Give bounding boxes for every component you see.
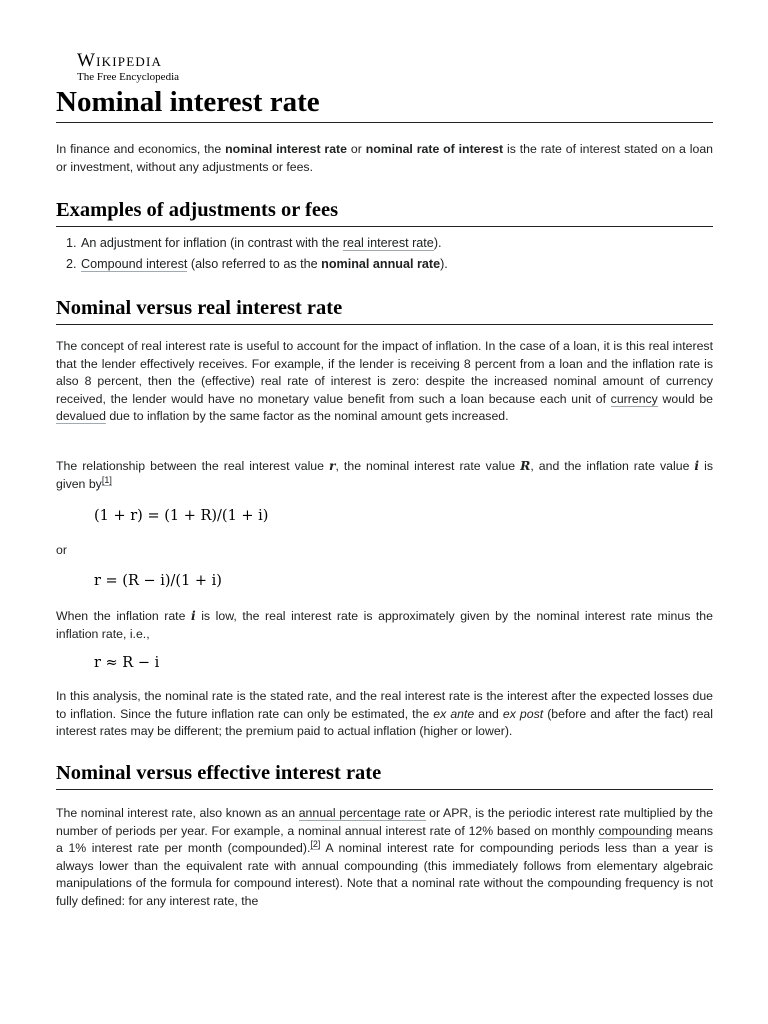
real-paragraph-4 xyxy=(56,688,713,741)
list-text: (also referred to as the xyxy=(187,256,322,271)
list-item xyxy=(80,254,713,275)
real-paragraph-1 xyxy=(56,338,713,426)
list-bold: nominal annual rate xyxy=(321,256,441,271)
reference-1[interactable]: [1] xyxy=(101,474,112,485)
link-real-interest-rate[interactable]: real interest rate xyxy=(342,236,434,250)
math-var-i: i xyxy=(694,458,700,473)
page-title: Nominal interest rate xyxy=(56,84,713,123)
math-var-r: r xyxy=(329,458,336,473)
examples-list xyxy=(56,233,713,274)
text: The nominal interest rate, also known as an xyxy=(56,806,299,820)
or-text: or xyxy=(56,543,67,557)
text: due to inflation by the same factor as the nominal amount gets increased. xyxy=(105,409,509,424)
text: The relationship between the real interest value xyxy=(56,459,330,473)
logo-tagline: The Free Encyclopedia xyxy=(77,71,180,83)
link-currency[interactable]: currency xyxy=(610,391,658,406)
effective-paragraph-1 xyxy=(56,805,713,911)
section-heading-real: Nominal versus real interest rate xyxy=(56,295,713,325)
wikipedia-logo[interactable] xyxy=(77,50,179,84)
list-text: ). xyxy=(433,236,442,250)
intro-text-2: or xyxy=(347,142,366,156)
text: A nominal interest rate for compounding periods less than a year is always lower than the equivalent rate with annual compounding (this immediately follows from elementary algebraic manipulations of the formula for compound interest). Note that a nominal rate without the compounding frequency is not fully defined: for any interest rate, the xyxy=(56,841,713,908)
section-nominal-vs-real xyxy=(56,295,713,325)
text: means a 1% interest rate per month (compounded). xyxy=(56,823,713,856)
text: , the nominal interest rate value xyxy=(335,459,521,473)
text: (before and after the fact) real interest rates may be different; the premium paid to actual inflation (higher or lower). xyxy=(56,706,713,739)
equation-3: r ≈ R − i xyxy=(94,655,160,671)
section-examples xyxy=(56,197,713,274)
text: and xyxy=(474,706,503,721)
text: or APR, is the periodic interest rate multiplied by the number of periods per year. For example, a nominal annual interest rate of 12% based on monthly xyxy=(56,806,714,838)
text: is low, the real interest rate is approximately given by the nominal interest rate minus the inflation rate, i.e., xyxy=(56,609,713,641)
text: is given by xyxy=(56,459,713,491)
equation-1: (1 + r) = (1 + R)/(1 + i) xyxy=(94,508,269,524)
section-heading-examples: Examples of adjustments or fees xyxy=(56,197,713,227)
real-paragraph-3 xyxy=(56,607,713,643)
section-heading-effective: Nominal versus effective interest rate xyxy=(56,760,713,790)
link-compounding[interactable]: compounding xyxy=(598,823,673,838)
section-nominal-vs-effective xyxy=(56,760,713,790)
text: When the inflation rate xyxy=(56,609,191,623)
math-var-R: R xyxy=(520,458,531,473)
italic-ex-ante: ex ante xyxy=(433,706,475,721)
link-annual-percentage-rate[interactable]: annual percentage rate xyxy=(298,806,426,820)
text: In this analysis, the nominal rate is the stated rate, and the real interest rate is the interest after the expected losses due to inflation. Since the future inflation rate can only be estimated, the xyxy=(56,689,713,721)
link-devalued[interactable]: devalued xyxy=(56,409,106,424)
equation-2: r = (R − i)/(1 + i) xyxy=(94,573,222,589)
text: The concept of real interest rate is useful to account for the impact of inflation. In the case of a loan, it is this real interest that the lender effectively receives. For example, if the lender is receiving 8 percent from a loan and the inflation rate is also 8 percent, then the (effective) real rate of interest is zero: despite the increased nominal amount of currency received, the lender would have no monetary value benefit from such a loan because each unit of xyxy=(56,339,713,406)
text: , and the inflation rate value xyxy=(530,459,695,473)
intro-bold-1: nominal interest rate xyxy=(225,142,347,156)
intro-text-3: is the rate of interest stated on a loan or investment, without any adjustments or fees. xyxy=(56,142,714,174)
intro-bold-2: nominal rate of interest xyxy=(365,142,504,156)
text: would be xyxy=(657,391,713,406)
intro-paragraph xyxy=(56,141,713,176)
list-text: ). xyxy=(440,256,448,271)
reference-2[interactable]: [2] xyxy=(310,839,321,850)
list-item xyxy=(80,233,713,254)
logo-wordmark: Wikipedia xyxy=(77,50,163,71)
math-var-i: i xyxy=(190,608,196,623)
italic-ex-post: ex post xyxy=(502,706,544,721)
list-text: An adjustment for inflation (in contrast with the xyxy=(81,236,343,250)
intro-text-1: In finance and economics, the xyxy=(56,142,226,156)
link-compound-interest[interactable]: Compound interest xyxy=(81,256,188,271)
real-paragraph-2 xyxy=(56,457,713,493)
